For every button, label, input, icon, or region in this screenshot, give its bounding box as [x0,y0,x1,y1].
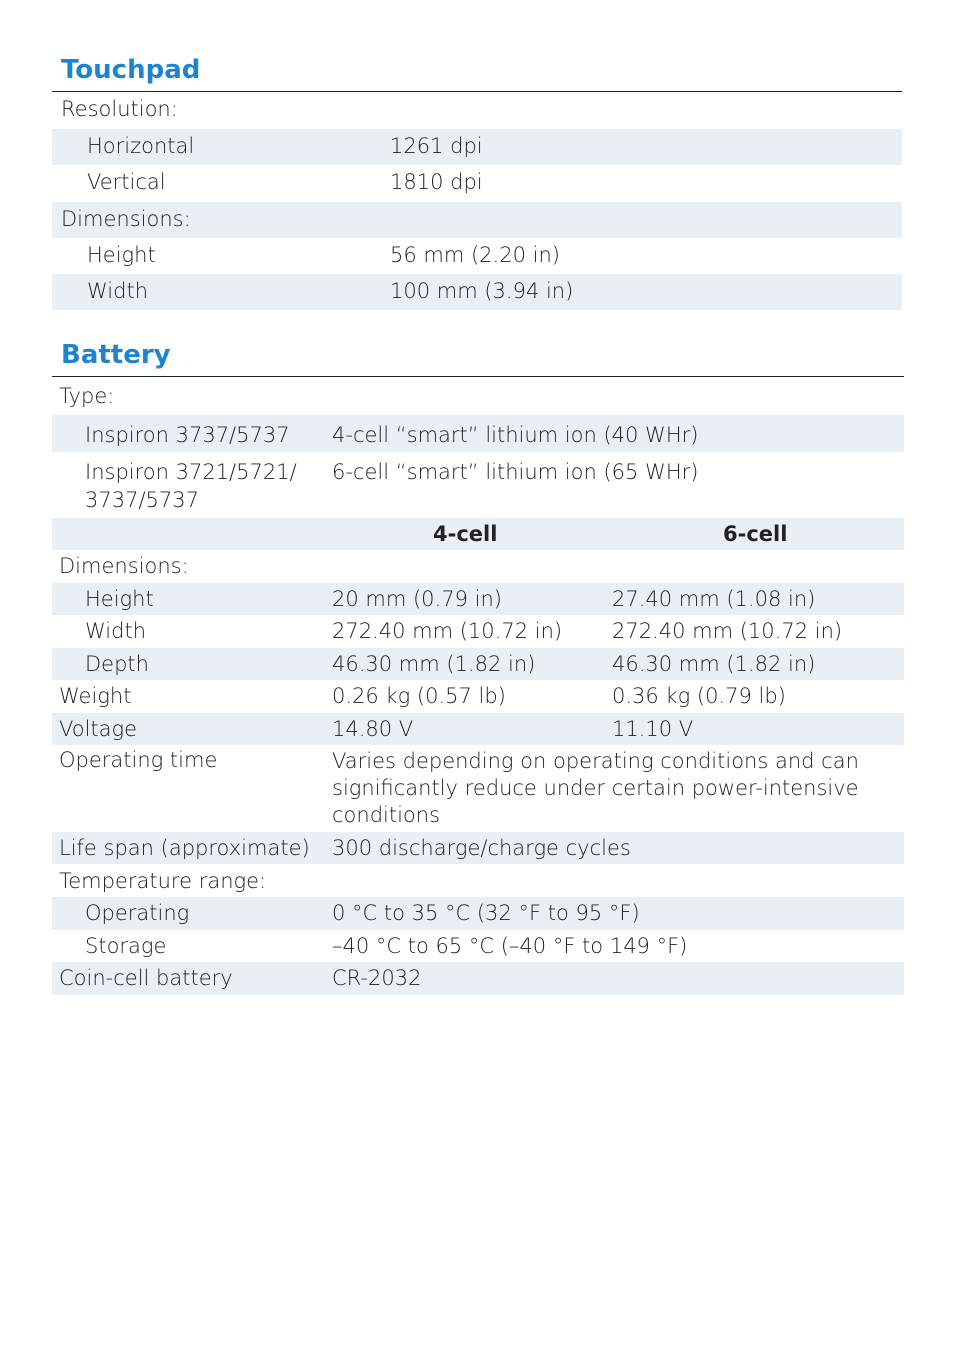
row-label: Storage [85,934,167,958]
row-value: Varies depending on operating conditions and can significantly reduce under certain power-intensive conditions [332,749,859,827]
battery-row [52,550,904,583]
battery-row [52,384,904,414]
row-label: Dimensions: [61,207,191,231]
row-label: Coin-cell battery [59,966,233,990]
row-label: Dimensions: [59,554,189,578]
row-label: 3737/5737 [85,488,199,512]
row-label: Life span (approximate) [59,836,310,860]
touchpad-row [52,165,902,202]
battery-rule [52,376,904,377]
row-value: 4-cell “smart” lithium ion (40 WHr) [332,423,699,447]
battery-row [52,832,904,864]
battery-row [52,615,904,648]
battery-row [52,415,904,452]
battery-row [52,745,904,832]
row-value: 300 discharge/charge cycles [332,836,631,860]
row-label: Width [85,619,147,643]
battery-row [52,897,904,930]
row-label: Voltage [59,717,138,741]
row-value: 0 °C to 35 °C (32 °F to 95 °F) [332,901,640,925]
column-header: 4-cell [433,522,498,546]
row-value: 14.80 V [332,717,414,741]
row-value: 20 mm (0.79 in) [332,587,502,611]
row-label: Resolution: [61,97,178,121]
row-value: 27.40 mm (1.08 in) [612,587,816,611]
row-value: 0.36 kg (0.79 lb) [612,684,786,708]
touchpad-row [52,129,902,165]
row-label: Depth [85,652,149,676]
row-value: 6-cell “smart” lithium ion (65 WHr) [332,460,699,484]
row-label: Inspiron 3721/5721/ [85,460,297,484]
row-label: Type: [59,384,115,408]
row-label: Height [85,587,154,611]
row-value: 1810 dpi [390,170,483,194]
battery-row [52,930,904,962]
row-value: 0.26 kg (0.57 lb) [332,684,506,708]
battery-row [52,713,904,745]
row-label: Horizontal [87,134,195,158]
row-value: 46.30 mm (1.82 in) [612,652,816,676]
battery-row [52,962,904,995]
battery-heading: Battery [61,340,171,370]
row-label: Operating time [59,748,218,772]
row-label: Operating [85,901,190,925]
row-label: Temperature range: [59,869,267,893]
touchpad-row [52,238,902,274]
row-value: 1261 dpi [390,134,483,158]
row-label: Width [87,279,149,303]
row-label: Weight [59,684,132,708]
touchpad-heading: Touchpad [61,55,201,85]
row-label: Inspiron 3737/5737 [85,423,290,447]
row-value: 272.40 mm (10.72 in) [612,619,843,643]
battery-row [52,680,904,713]
column-header: 6-cell [723,522,788,546]
battery-row [52,648,904,680]
column-header-row [52,518,904,550]
row-value: 272.40 mm (10.72 in) [332,619,563,643]
row-value: –40 °C to 65 °C (–40 °F to 149 °F) [332,934,688,958]
touchpad-row [52,274,902,310]
row-label: Height [87,243,156,267]
row-value: 100 mm (3.94 in) [390,279,574,303]
row-value: 11.10 V [612,717,694,741]
battery-row [52,583,904,615]
row-value: 46.30 mm (1.82 in) [332,652,536,676]
battery-row [52,452,904,518]
touchpad-row [52,92,902,129]
row-value: CR-2032 [332,966,422,990]
row-label: Vertical [87,170,166,194]
row-value: 56 mm (2.20 in) [390,243,560,267]
battery-row [52,864,904,897]
touchpad-row [52,202,902,238]
